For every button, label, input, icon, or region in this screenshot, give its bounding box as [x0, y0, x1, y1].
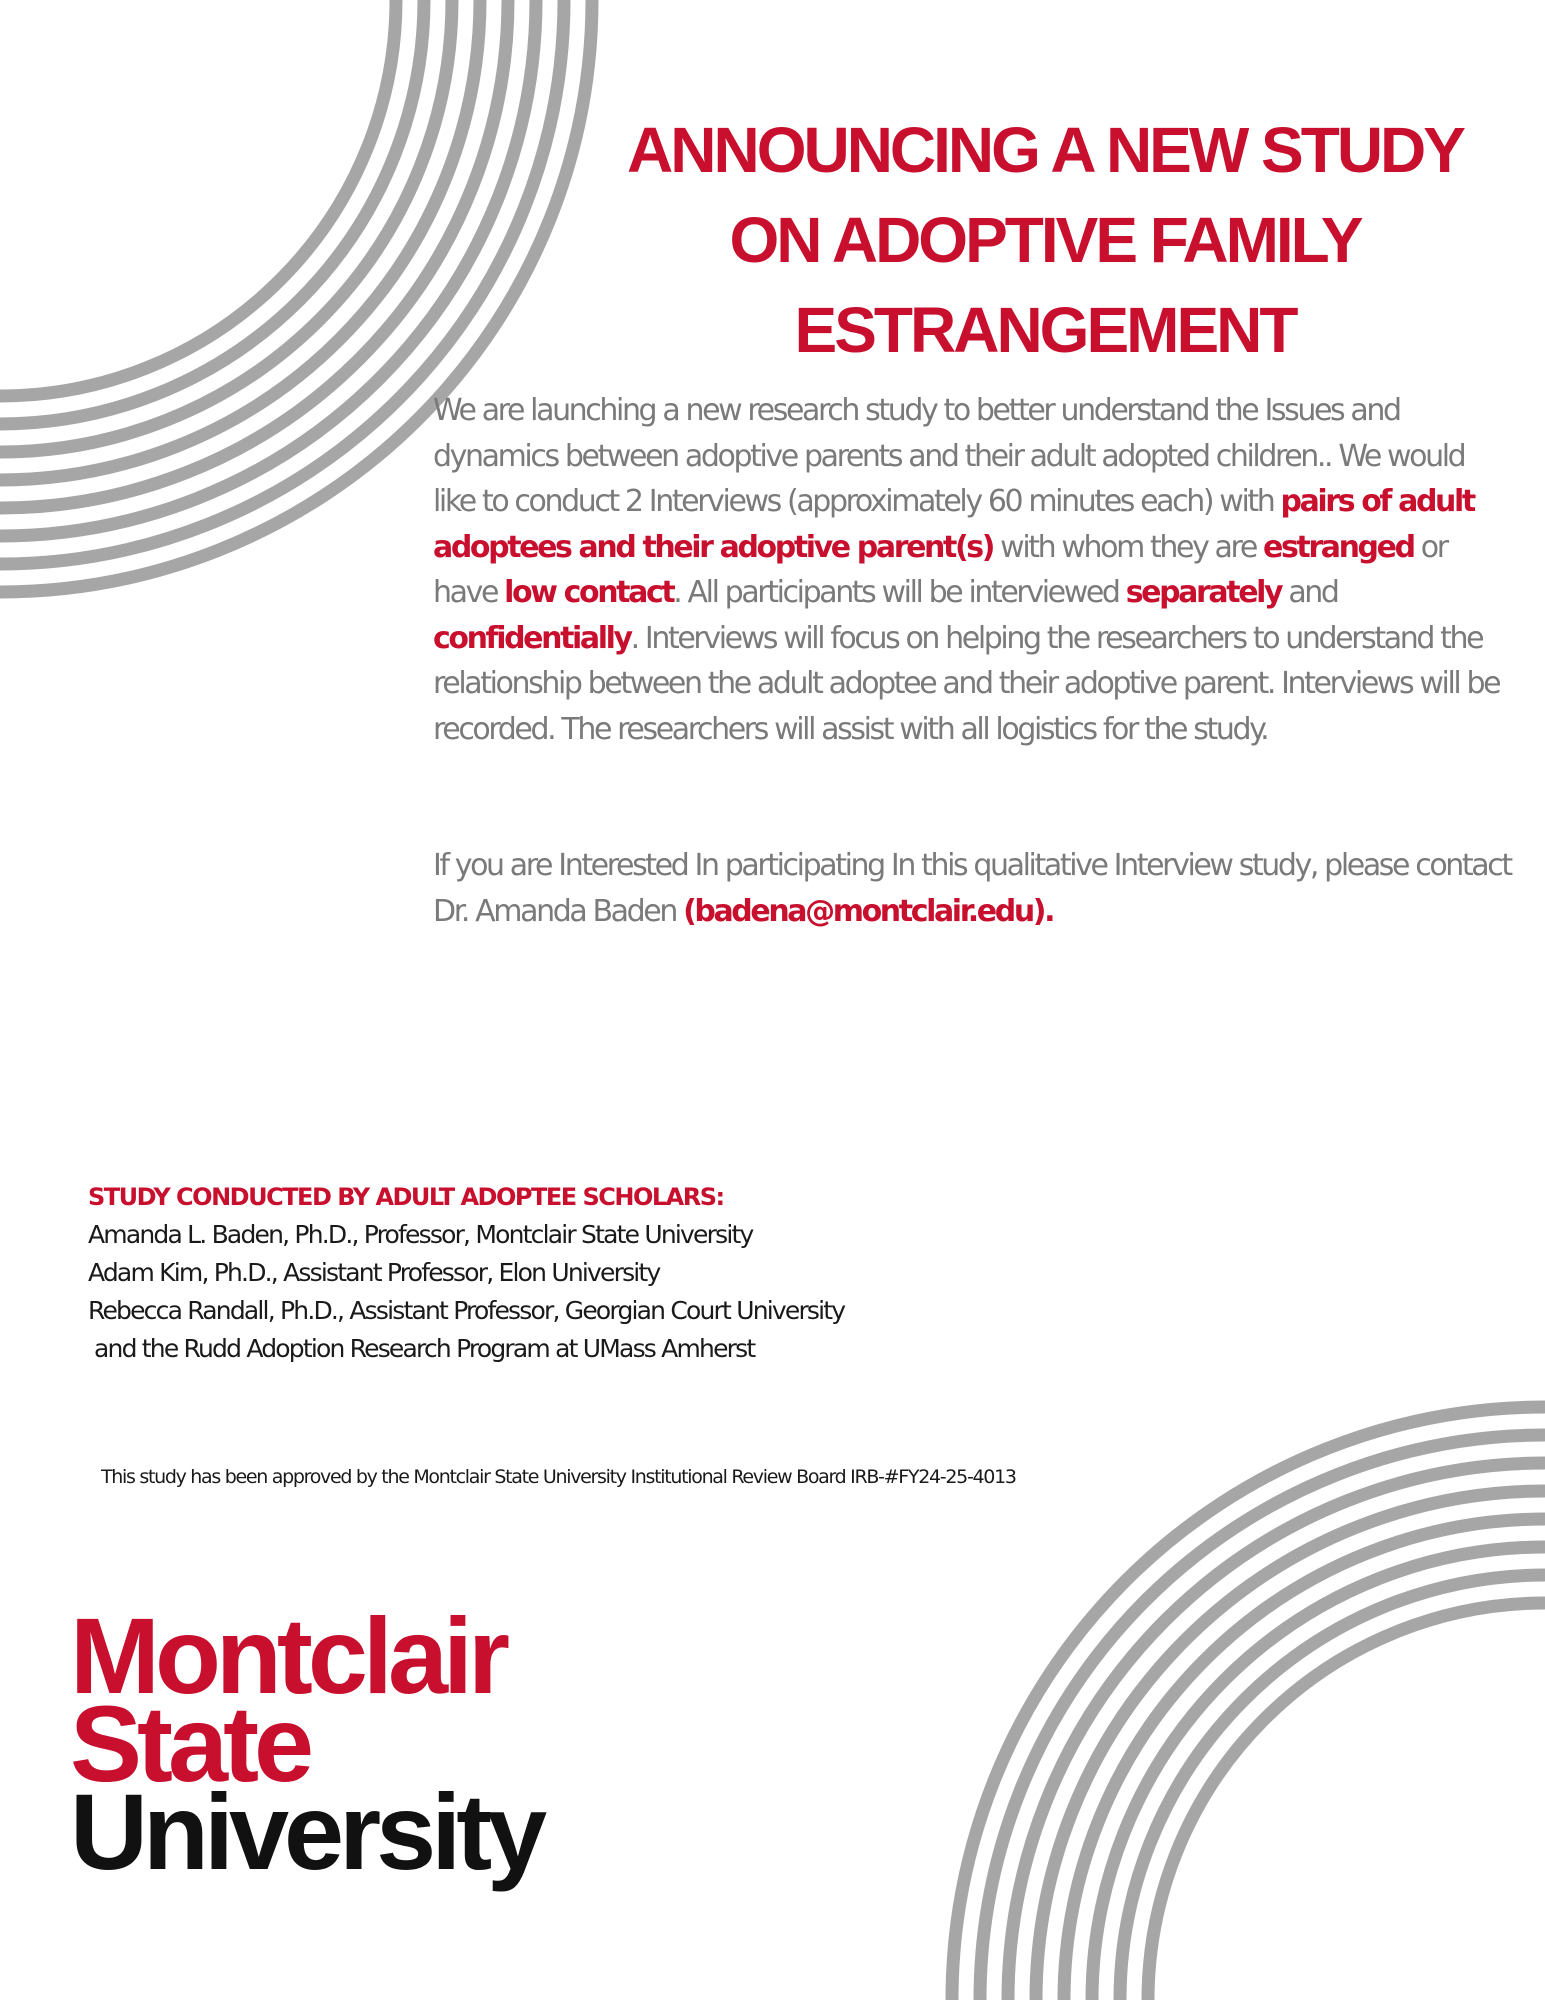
decorative-arc — [0, 0, 508, 508]
highlight-separately: separately — [1125, 575, 1282, 610]
highlight-confidentially: confidentially — [433, 620, 631, 656]
decorative-arc — [1036, 1491, 1545, 2000]
decorative-arc — [1008, 1463, 1545, 2000]
credits-heading: STUDY CONDUCTED BY ADULT ADOPTEE SCHOLARS: — [88, 1183, 724, 1211]
highlight-estranged: estranged — [1263, 529, 1414, 565]
logo-line-university: University — [70, 1771, 543, 1892]
credit-line: Amanda L. Baden, Ph.D., Professor, Montclair State University — [88, 1220, 753, 1249]
contact-text: If you are Interested In participating In this qualitative Interview study, please contact Dr. Amanda Baden — [433, 848, 1511, 929]
credit-line: and the Rudd Adoption Research Program at UMass Amherst — [94, 1334, 755, 1363]
bottom-right-concentric-arcs — [952, 1407, 1545, 2000]
study-credits — [88, 1178, 988, 1368]
contact-email-link[interactable]: (badena@montclair.edu). — [683, 893, 1054, 929]
description-text-6: . Interviews will focus on helping the researchers to understand the relationship between the adult adoptee and their adoptive parent. Interviews will be recorded. The researchers will assist with all logistics for the study. — [433, 620, 1500, 747]
title-line-1: ANNOUNCING A NEW STUDY — [627, 114, 1463, 186]
contact-paragraph — [433, 843, 1513, 934]
description-text-2: with whom they are — [993, 529, 1264, 565]
page-title — [580, 105, 1510, 375]
decorative-arc — [1064, 1519, 1545, 2000]
description-text-1: We are launching a new research study to better understand the Issues and dynamics between adoptive parents and their adult adopted children.. We would like to conduct 2 Interviews (approximately 60 minutes each) with — [433, 393, 1465, 519]
description-text-5: and — [1281, 575, 1338, 610]
highlight-pairs: pairs of adult adoptees and their adoptive parent(s) — [433, 484, 1474, 565]
credit-line: Rebecca Randall, Ph.D., Assistant Professor, Georgian Court University — [88, 1296, 845, 1325]
description-text-4: . All participants will be interviewed — [673, 575, 1126, 610]
logo-line-montclair: Montclair — [70, 1595, 506, 1716]
irb-approval-note: This study has been approved by the Montclair State University Institutional Review Board IRB-#FY24-25-4013 — [101, 1466, 1016, 1488]
title-line-2: ON ADOPTIVE FAMILY — [729, 204, 1361, 276]
university-logo — [70, 1595, 543, 1892]
title-line-3: ESTRANGEMENT — [794, 294, 1296, 366]
credit-line: Adam Kim, Ph.D., Assistant Professor, Elon University — [88, 1258, 660, 1287]
decorative-arc — [0, 0, 480, 480]
logo-line-state: State — [70, 1683, 310, 1804]
highlight-low-contact: low contact — [504, 575, 674, 610]
study-description — [433, 388, 1513, 752]
description-text-3: or have — [433, 529, 1447, 610]
